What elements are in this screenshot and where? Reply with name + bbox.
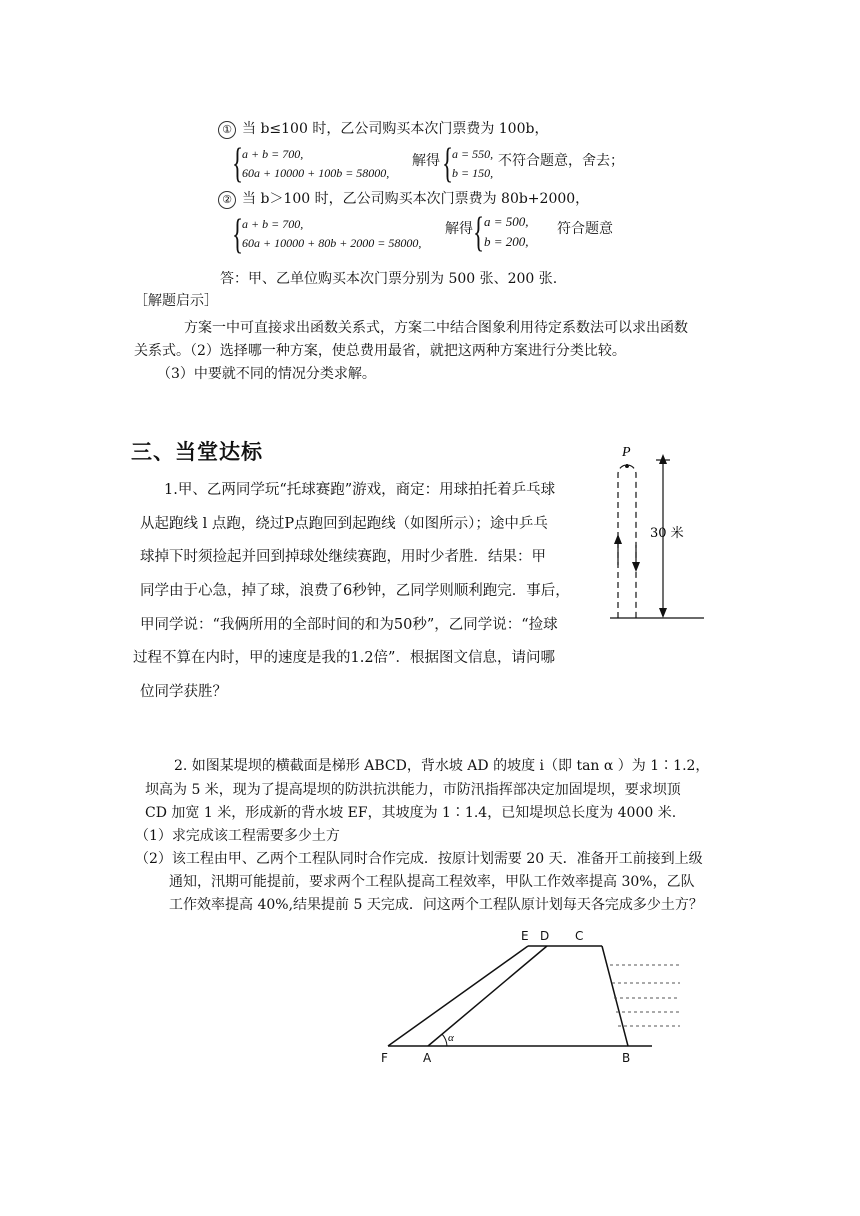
case1-line [218,119,548,139]
q1-line-3: 球掉下时须捡起并回到掉球处继续赛跑，用时少者胜．结果：甲 [140,549,546,565]
case2-text: 当 b＞100 时，乙公司购买本次门票费为 80b+2000， [242,191,590,207]
case2-sol-brace: { [473,210,485,256]
slope-cb [602,946,628,1046]
case2-eq1: a + b = 700, [242,217,304,231]
hint-paragraph-line1: 方案一中可直接求出函数关系式，方案二中结合图象利用待定系数法可以求出函数 [184,320,688,336]
case1-text: 当 b≤100 时，乙公司购买本次门票费为 100b， [242,121,549,137]
case1-eq2: 60a + 10000 + 100b = 58000, [242,166,390,180]
case1-sol-brace: { [442,141,454,187]
case2-sol1: a = 500, [484,214,529,229]
case2-brace: { [232,212,244,258]
q1-line-7: 位同学获胜？ [140,684,227,700]
q2-line-6: 通知，汛期可能提前，要求两个工程队提高工程效率，甲队工作效率提高 30%，乙队 [169,874,695,890]
hint-paragraph-line2: 关系式。（2）选择哪一种方案，使总费用最省，就把这两种方案进行分类比较。 [134,343,626,359]
case1-eq1: a + b = 700, [242,147,304,161]
label-a: A [423,1051,432,1065]
case2-line [218,189,589,209]
dam-figure [372,926,690,1070]
q2-line-2: 坝高为 5 米，现为了提高堤坝的防洪抗洪能力，市防汛指挥部决定加固堤坝，要求坝顶 [145,782,681,798]
q1-line-6: 过程不算在内时，甲的速度是我的1.2倍”．根据图文信息，请问哪 [133,650,555,666]
distance-label: 30 米 [650,526,684,541]
case1-note: 不符合题意，舍去； [498,153,624,169]
q2-line-5: （2）该工程由甲、乙两个工程队同时合作完成．按原计划需要 20 天．准备开工前接到上级 [135,851,703,867]
section-title: 三、当堂达标 [131,440,263,464]
q2-line-3: CD 加宽 1 米，形成新的背水坡 EF，其坡度为 1∶1.4，已知堤坝总长度为 4000 米. [145,805,677,821]
label-alpha: α [448,1032,454,1044]
label-f: F [381,1051,388,1065]
slope-ad [428,946,547,1046]
point-p-dot [625,464,629,468]
label-e: E [521,929,529,943]
race-figure [600,440,720,630]
q2-line-1: 2. 如图某堤坝的横截面是梯形 ABCD，背水坡 AD 的坡度 i（即 tan α ）为 1∶1.2， [174,758,710,774]
case2-number: ② [218,191,236,209]
case2-solve-label: 解得 [445,221,473,237]
q2-line-7: 工作效率提高 40%,结果提前 5 天完成．问这两个工程队原计划每天各完成多少土方？ [169,897,703,913]
case1-sol2: b = 150, [452,166,494,180]
case1-brace: { [232,141,244,187]
arrow-head-down-icon [659,608,667,618]
case1-number: ① [218,121,236,139]
case2-eq2: 60a + 10000 + 80b + 2000 = 58000, [242,236,422,250]
hint-title: ［解题启示］ [134,293,218,309]
arrow-head-up-icon [659,454,667,464]
case2-sol2: b = 200, [484,234,529,249]
case2-note: 符合题意 [557,221,613,237]
label-d: D [540,929,550,943]
q1-line-2: 从起跑线 l 点跑，绕过P点跑回到起跑线（如图所示）；途中乒乓 [140,516,548,532]
q1-line-4: 同学由于心急，掉了球，浪费了6秒钟，乙同学则顺利跑完．事后， [140,583,570,599]
case1-sol1: a = 550, [452,147,494,161]
answer-text: 答：甲、乙单位购买本次门票分别为 500 张、200 张. [220,271,558,287]
point-p-label: P [622,445,631,460]
q2-line-4: （1）求完成该工程需要多少土方 [135,828,340,844]
q1-line-1: 1.甲、乙两同学玩“托球赛跑”游戏，商定：用球拍托着乒乓球 [164,482,556,498]
label-b: B [622,1051,631,1065]
case1-solve-label: 解得 [412,153,440,169]
q1-line-5: 甲同学说：“我俩所用的全部时间的和为50秒”，乙同学说：“捡球 [140,617,558,633]
slope-ef [388,946,528,1046]
label-c: C [575,929,584,943]
hint-paragraph-line3: （3）中要就不同的情况分类求解。 [157,366,376,382]
angle-alpha-arc [442,1034,447,1046]
